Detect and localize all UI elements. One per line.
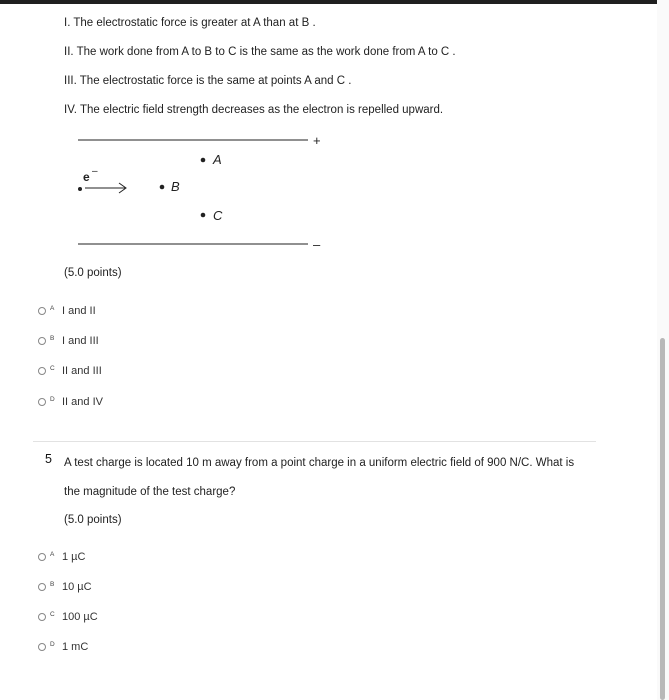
radio-icon[interactable] <box>38 583 46 591</box>
radio-icon[interactable] <box>38 643 46 651</box>
point-a-label: A <box>213 152 222 167</box>
radio-icon[interactable] <box>38 553 46 561</box>
question-text-line-2: the magnitude of the test charge? <box>64 486 236 498</box>
point-b-dot <box>160 185 165 190</box>
radio-icon[interactable] <box>38 367 46 375</box>
option-letter: A <box>50 304 55 312</box>
option-letter: B <box>50 334 55 342</box>
option-text: 100 µC <box>62 611 98 623</box>
radio-icon[interactable] <box>38 307 46 315</box>
electron-dot <box>78 187 82 191</box>
option-text: 1 µC <box>62 551 86 563</box>
option-text: I and II <box>62 305 96 317</box>
q4-option-a[interactable] <box>38 304 96 318</box>
option-text: II and IV <box>62 396 103 408</box>
q4-option-b[interactable] <box>38 334 99 348</box>
negative-sign: – <box>313 237 321 252</box>
statement-1: I. The electrostatic force is greater at A than at B . <box>64 17 316 29</box>
q5-option-a[interactable] <box>38 550 85 564</box>
electron-label: e <box>83 170 90 184</box>
radio-icon[interactable] <box>38 613 46 621</box>
q5-option-d[interactable] <box>38 640 88 654</box>
positive-sign: + <box>313 133 321 148</box>
point-a-dot <box>201 158 206 163</box>
point-c-label: C <box>213 208 223 223</box>
question-text-line-1: A test charge is located 10 m away from a point charge in a uniform electric field of 900 N/C. What is <box>64 457 575 469</box>
q4-option-d[interactable] <box>38 395 103 409</box>
electron-charge-sign: – <box>92 166 98 177</box>
option-letter: C <box>50 610 55 618</box>
statement-2: II. The work done from A to B to C is the same as the work done from A to C . <box>64 46 456 58</box>
q4-points: (5.0 points) <box>64 267 122 279</box>
option-letter: D <box>50 395 55 403</box>
option-text: 1 mC <box>62 641 89 653</box>
electric-field-diagram <box>70 128 340 254</box>
option-letter: D <box>50 640 55 648</box>
q5-option-c[interactable] <box>38 610 98 624</box>
option-letter: C <box>50 364 55 372</box>
question-number: 5 <box>45 452 52 466</box>
question-divider <box>33 441 596 442</box>
q5-option-b[interactable] <box>38 580 92 594</box>
q5-points: (5.0 points) <box>64 514 122 526</box>
point-c-dot <box>201 213 206 218</box>
point-b-label: B <box>171 179 180 194</box>
radio-icon[interactable] <box>38 398 46 406</box>
scrollbar-thumb[interactable] <box>660 338 665 700</box>
statement-4: IV. The electric field strength decreases as the electron is repelled upward. <box>64 104 444 116</box>
option-text: I and III <box>62 335 99 347</box>
option-letter: B <box>50 580 55 588</box>
option-text: 10 µC <box>62 581 92 593</box>
statement-3: III. The electrostatic force is the same at points A and C . <box>64 75 352 87</box>
option-text: II and III <box>62 365 102 377</box>
q4-option-c[interactable] <box>38 364 102 378</box>
top-bar <box>0 0 669 4</box>
option-letter: A <box>50 550 55 558</box>
radio-icon[interactable] <box>38 337 46 345</box>
